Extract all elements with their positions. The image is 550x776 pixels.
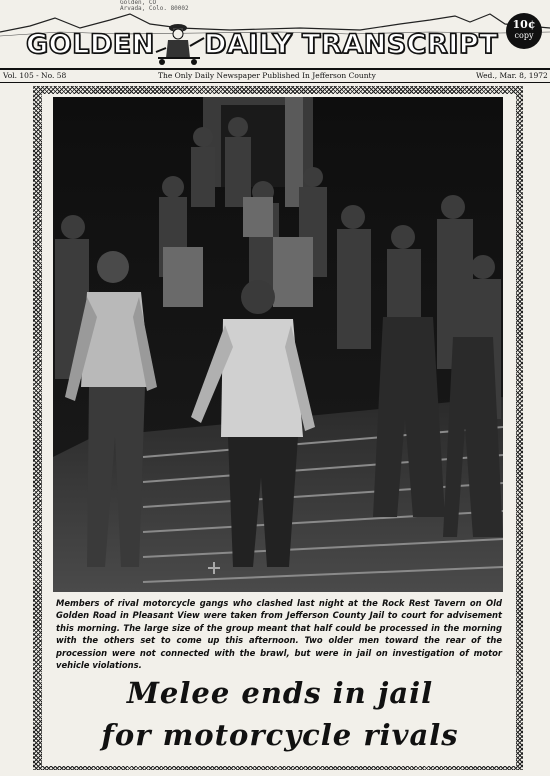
headline bbox=[60, 672, 500, 756]
price-unit: copy bbox=[514, 31, 534, 40]
masthead-rule-top bbox=[0, 68, 550, 70]
stamp-line-2: Arvada, Colo. 80002 bbox=[120, 5, 189, 12]
masthead-rule-bottom bbox=[0, 82, 550, 83]
prospector-emblem-icon bbox=[150, 18, 208, 66]
title-word-transcript: TRANSCRIPT bbox=[302, 29, 499, 60]
news-photo bbox=[53, 97, 503, 592]
title-word-daily: DAILY bbox=[204, 29, 293, 60]
issue-date: Wed., Mar. 8, 1972 bbox=[476, 71, 548, 80]
folio-line bbox=[0, 71, 550, 82]
headline-line-1: Melee ends in jail bbox=[126, 676, 434, 710]
tagline: The Only Daily Newspaper Published In Jefferson County bbox=[158, 71, 376, 80]
headline-line-2: for motorcycle rivals bbox=[101, 718, 459, 752]
volume-number: Vol. 105 - No. 58 bbox=[3, 71, 67, 80]
photo-caption: Members of rival motorcycle gangs who clashed last night at the Rock Rest Tavern on Old Golden Road in Pleasant View were taken from Jefferson County Jail to court for advisement this morning. The large size of the group meant that half could be processed in the morning with the others set to come up this afternoon. Two older men toward the rear of the procession were not connected with the brawl, but were in jail on investigation of motor vehicle violations. bbox=[56, 598, 502, 671]
price-amount: 10¢ bbox=[512, 18, 536, 31]
price-badge bbox=[506, 13, 542, 49]
stamp-line-1: Golden, CO bbox=[120, 0, 157, 6]
title-word-golden: GOLDEN bbox=[26, 29, 155, 60]
crowd-photo-icon bbox=[53, 97, 503, 592]
